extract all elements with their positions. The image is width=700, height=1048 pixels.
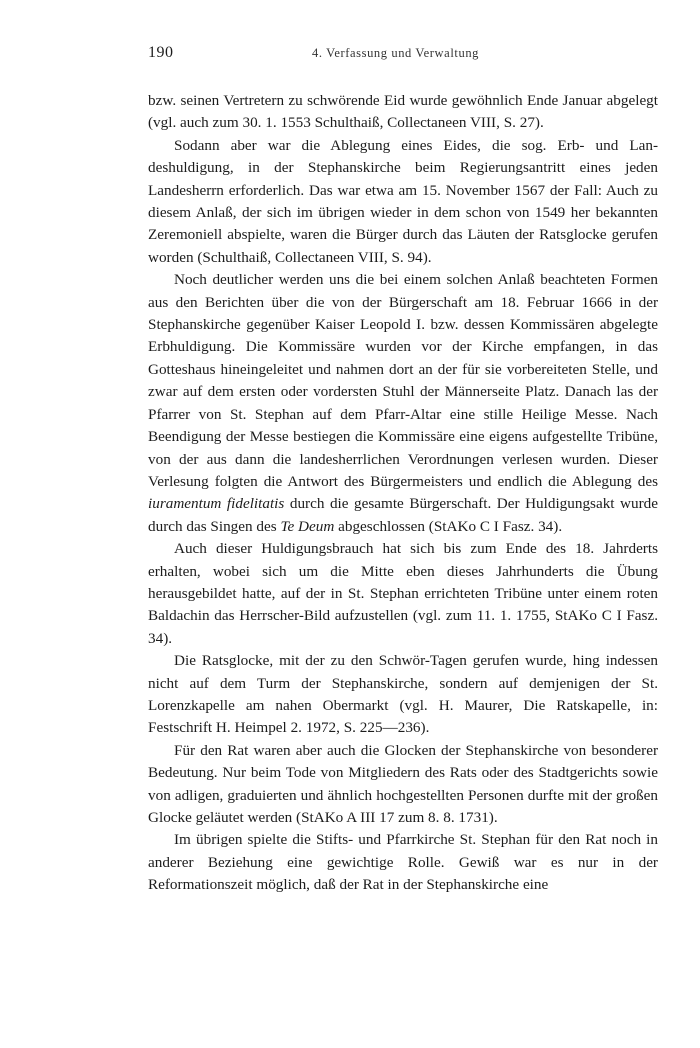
paragraph-huldigung-1666 <box>148 269 658 538</box>
paragraph-huldigungsbrauch: Auch dieser Huldigungsbrauch hat sich bis zum Ende des 18. Jahrderts erhalten, wobei sich um die Mitte eben dieses Jahrhunderts die Übung herausgebildet hatte, auf der in St. Stephan errichteten Tribüne unter einem roten Baldachin das Herrscher-Bild aufzustellen (vgl. zum 11. 1. 1755, StAKo C I Fasz. 34). <box>148 540 658 647</box>
body-text <box>148 90 658 897</box>
paragraph-ratsglocke: Die Ratsglocke, mit der zu den Schwör-Tagen gerufen wurde, hing indessen nicht auf dem Turm der Stephanskirche, sondern auf demjenigen der St. Lorenzkapelle am nahen Obermarkt (vgl. H. Maurer, Die Ratskapelle, in: Festschrift H. Heimpel 2. 1972, S. 225—236). <box>148 652 658 737</box>
paragraph-stiftskirche: Im übrigen spielte die Stifts- und Pfarrkirche St. Stephan für den Rat noch in anderer Beziehung eine gewichtige Rolle. Gewiß war es nur in der Reformationszeit möglich, daß der Rat in der Stephanskirche eine <box>148 831 658 894</box>
section-title: 4. Verfassung und Verwaltung <box>312 46 480 60</box>
paragraph-erbhuldigung: Sodann aber war die Ablegung eines Eides, die sog. Erb- und Landeshuldigung, in der Stephanskirche beim Regierungsantritt eines jeden Landesherrn erforderlich. Das war etwa am 15. November 1567 der Fall: Auch zu diesem Anlaß, der sich im übrigen wieder in dem schon von 1549 her bekannten Zeremoniell abspielte, waren die Bürger durch das Läuten der Ratsglocke gerufen worden (Schulthaiß, Collectaneen VIII, S. 94). <box>148 136 658 266</box>
paragraph-text: abgeschlossen (StAKo C I Fasz. 34). <box>338 517 563 535</box>
paragraph-continued: bzw. seinen Vertretern zu schwörende Eid wurde gewöhnlich Ende Januar abgelegt (vgl. auch zum 30. 1. 1553 Schulthaiß, Collectaneen VIII, S. 27). <box>148 92 658 132</box>
paragraph-glocken: Für den Rat waren aber auch die Glocken der Stephanskirche von besonderer Bedeutung. Nur beim Tode von Mitgliedern des Rats oder des Stadtgerichts sowie von adligen, graduierten und ähnlich hochgestellten Personen durfte mit der großen Glocke geläutet werden (StAKo A III 17 zum 8. 8. 1731). <box>148 741 658 826</box>
paragraph-text: Noch deutlicher werden uns die bei einem solchen Anlaß beachteten Formen aus den Berichten über die von der Bürgerschaft am 18. Februar 1666 in der Stephanskirche gegenüber Kaiser Leopold I. bzw. dessen Kommissären abgelegte Erbhuldigung. Die Kommissäre wurden vor der Kirche empfangen, in das Gotteshaus hineingeleitet und nahmen dort an der für sie vorbereiteten Stelle, und zwar auf dem ersten oder vordersten Stuhl der Männerseite Platz. Danach las der Pfarrer von St. Stephan auf dem Pfarr-Altar eine stille Heilige Messe. Nach Beendigung der Messe bestiegen die Kommissäre eine eigens aufgestellte Tribüne, von der aus dann die landesherrlichen Verordnungen verlesen wurden. Dieser Verlesung folgten die Antwort des Bürgermeisters und endlich die Ablegung des <box>148 271 658 490</box>
paragraph-text: durch die gesamte Bürgerschaft. Der Huldigungsakt wurde durch das Singen des <box>148 495 659 535</box>
running-head <box>148 44 658 70</box>
book-page <box>148 44 658 897</box>
page-number: 190 <box>148 44 174 61</box>
latin-term: Te Deum <box>280 517 335 535</box>
latin-term: iuramentum fidelitatis <box>148 495 285 513</box>
